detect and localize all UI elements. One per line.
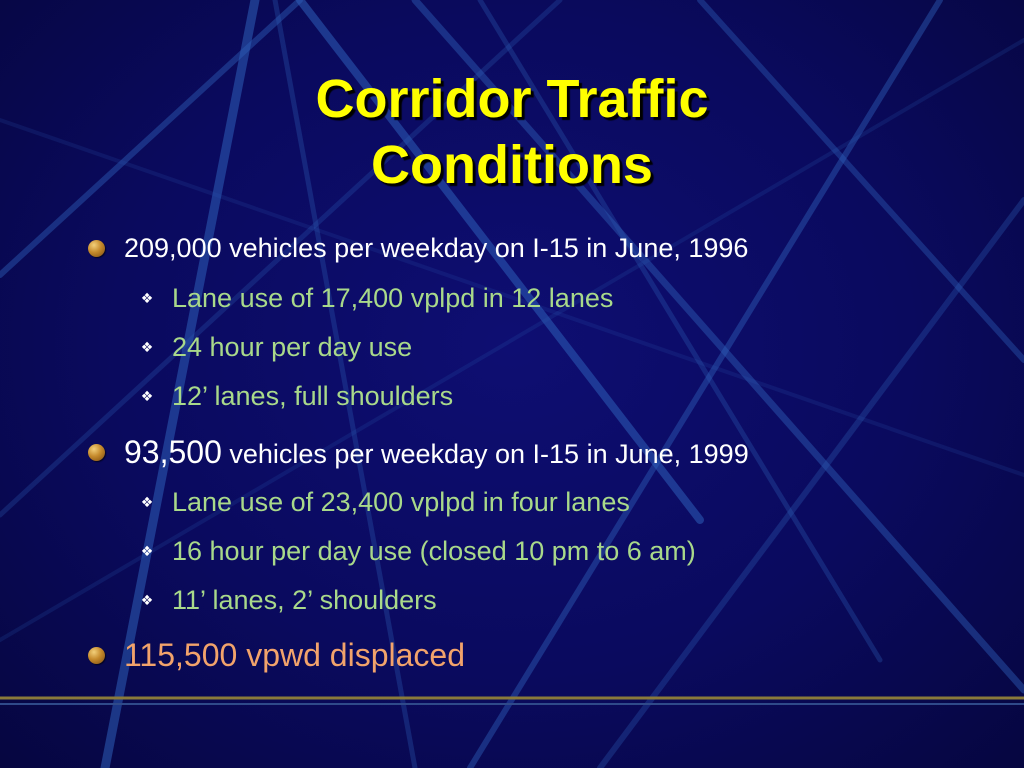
sub-bullet-text: 11’ lanes, 2’ shoulders [172,585,437,615]
sub-bullet-text: 12’ lanes, full shoulders [172,381,454,411]
bullet-2-rest: vehicles per weekday on I-15 in June, 1999 [221,439,749,469]
bullet-1-sub-3 [140,381,453,412]
sub-bullet-text: Lane use of 23,400 vplpd in four lanes [172,487,630,517]
four-diamond-bullet-icon: ❖ [140,339,154,356]
bullet-1-text: 209,000 vehicles per weekday on I-15 in June, 1996 [124,233,749,263]
bullet-2-count: 93,500 [124,434,222,470]
bullet-3 [88,637,465,674]
four-diamond-bullet-icon: ❖ [140,290,154,307]
gold-sphere-bullet-icon [88,647,105,664]
gold-sphere-bullet-icon [88,240,105,257]
bullet-3-text: 115,500 vpwd displaced [124,637,465,673]
four-diamond-bullet-icon: ❖ [140,543,154,560]
bullet-2-text [124,434,749,471]
bullet-2-sub-1 [140,487,630,518]
sub-bullet-text: Lane use of 17,400 vplpd in 12 lanes [172,283,614,313]
bullet-1-sub-1 [140,283,613,314]
footer-divider [0,694,1024,708]
slide-title-line-2: Conditions [371,135,653,195]
bullet-2 [88,434,749,471]
bullet-2-sub-3 [140,585,437,616]
sub-bullet-text: 24 hour per day use [172,332,413,362]
bullet-1 [88,233,748,264]
bullet-2-sub-2 [140,536,696,567]
bullet-1-sub-2 [140,332,412,363]
slide-title-line-1: Corridor Traffic [315,69,709,129]
gold-sphere-bullet-icon [88,444,105,461]
sub-bullet-text: 16 hour per day use (closed 10 pm to 6 am) [172,536,696,566]
slide-title [0,66,1024,198]
four-diamond-bullet-icon: ❖ [140,494,154,511]
four-diamond-bullet-icon: ❖ [140,388,154,405]
four-diamond-bullet-icon: ❖ [140,592,154,609]
